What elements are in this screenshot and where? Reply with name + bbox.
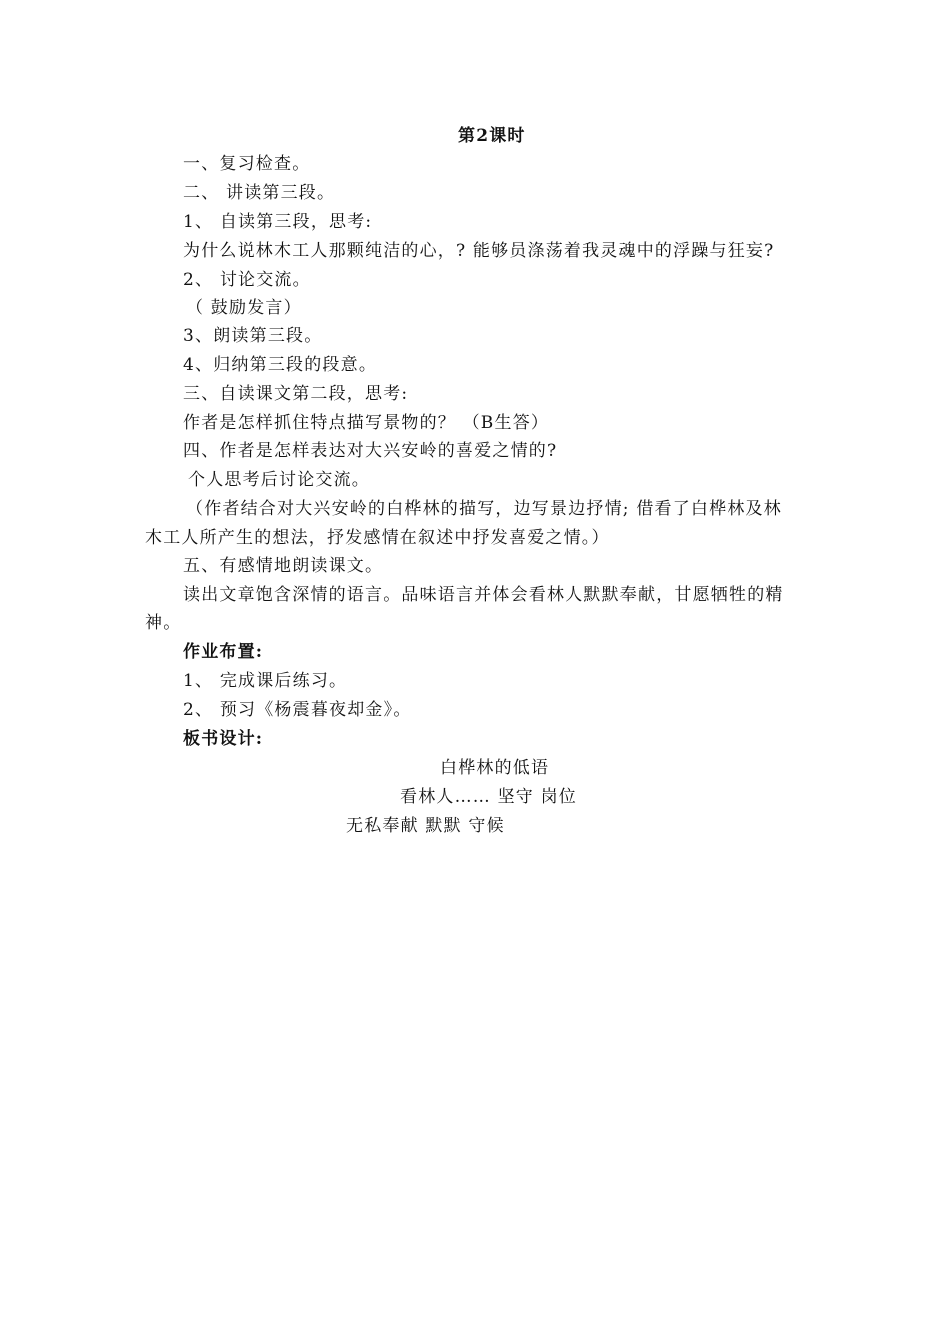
para-how-describe: 作者是怎样抓住特点描写景物的？ （B生答） <box>183 413 550 433</box>
para-item2: 2、 讨论交流。 <box>183 270 311 290</box>
board-line-1: 看林人…… 坚守 岗位 <box>400 787 578 807</box>
board-line-2: 无私奉献 默默 守候 <box>346 816 505 836</box>
para-encourage: （ 鼓励发言） <box>186 298 302 318</box>
para-discuss: 个人思考后讨论交流。 <box>188 470 370 490</box>
para-read-aloud-1: 读出文章饱含深情的语言。品味语言并体会看林人默默奉献，甘愿牺牲的精 <box>183 585 784 605</box>
lesson-title: 第2课时 <box>458 126 526 146</box>
para-section4: 四、作者是怎样表达对大兴安岭的喜爱之情的? <box>183 441 558 461</box>
para-item4: 4、归纳第三段的段意。 <box>183 355 378 375</box>
para-review: 一、复习检查。 <box>183 154 311 174</box>
board-title: 白桦林的低语 <box>440 758 550 778</box>
homework-heading: 作业布置: <box>183 642 264 662</box>
homework-item: 2、 预习《杨震暮夜却金》。 <box>183 700 412 720</box>
para-item3: 3、朗读第三段。 <box>183 326 323 346</box>
para-item1: 1、 自读第三段，思考: <box>183 212 373 232</box>
para-section2: 二、 讲读第三段。 <box>183 183 336 203</box>
para-read-aloud-2: 神。 <box>145 613 182 633</box>
para-question: 为什么说林木工人那颗纯洁的心，? 能够员涤荡着我灵魂中的浮躁与狂妄? <box>183 241 775 261</box>
board-heading: 板书设计: <box>183 729 264 749</box>
para-explanation-2: 木工人所产生的想法，抒发感情在叙述中抒发喜爱之情。） <box>145 528 610 548</box>
homework-item: 1、 完成课后练习。 <box>183 671 348 691</box>
para-explanation-1: （作者结合对大兴安岭的白桦林的描写，边写景边抒情; 借看了白桦林及林 <box>186 499 782 519</box>
para-section5: 五、有感情地朗读课文。 <box>183 556 384 576</box>
para-section3: 三、自读课文第二段，思考: <box>183 384 409 404</box>
